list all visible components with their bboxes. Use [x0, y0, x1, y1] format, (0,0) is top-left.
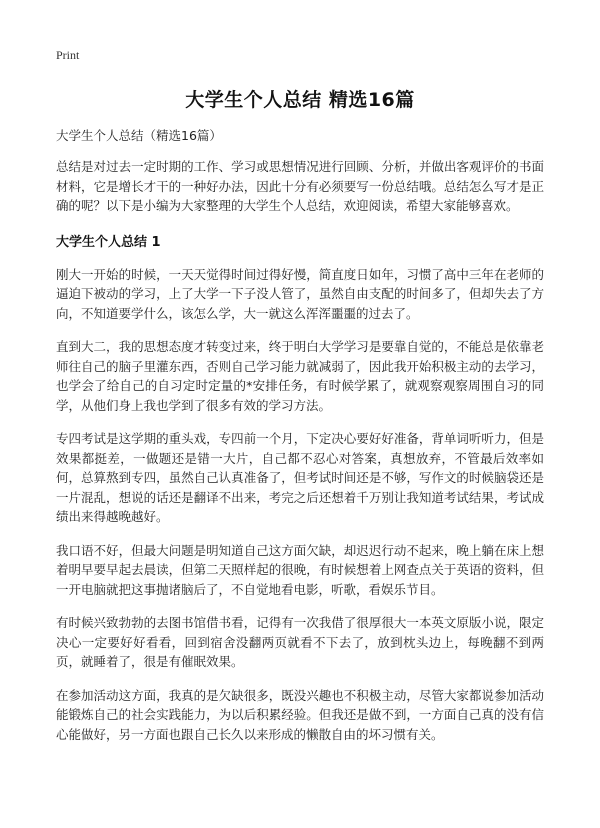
body-paragraph-4: 我口语不好，但最大问题是明知道自己这方面欠缺，却迟迟行动不起来，晚上躺在床上想着明早要早起去晨读，但第二天照样起的很晚，有时候想着上网查点关于英语的资料，但一开电脑就把这事抛诸脑后了，不自觉地看电影，听歌，看娱乐节目。 [56, 542, 544, 597]
section-heading: 大学生个人总结 1 [56, 234, 161, 250]
body-paragraph-3: 专四考试是这学期的重头戏，专四前一个月，下定决心要好好准备，背单词听听力，但是效果都挺差，一做题还是错一大片，自己都不忍心对答案，真想放弃，不管最后效率如何，总算熬到专四，虽然自己认真准备了，但考试时间还是不够，写作文的时候脑袋还是一片混乱，想说的话还是翻译不出来，考完之后还想着千万别让我知道考试结果，考试成绩出来得越晚越好。 [56, 431, 544, 524]
document-title: 大学生个人总结 精选16篇 [185, 89, 415, 111]
print-link[interactable]: Print [56, 48, 80, 62]
document-subtitle: 大学生个人总结（精选16篇） [56, 128, 222, 143]
intro-paragraph: 总结是对过去一定时期的工作、学习或思想情况进行回顾、分析，并做出客观评价的书面材料，它是增长才干的一种好办法，因此十分有必须要写一份总结哦。总结怎么写才是正确的呢？以下是小编为大家整理的大学生个人总结，欢迎阅读，希望大家能够喜欢。 [56, 159, 544, 213]
body-paragraph-1: 刚大一开始的时候，一天天觉得时间过得好慢，简直度日如年，习惯了高中三年在老师的逼迫下被动的学习，上了大学一下子没人管了，虽然自由支配的时间多了，但却失去了方向，不知道要学什么，该怎么学，大一就这么浑浑噩噩的过去了。 [56, 266, 544, 321]
body-paragraph-6: 在参加活动这方面，我真的是欠缺很多，既没兴趣也不积极主动，尽管大家都说参加活动能锻炼自己的社会实践能力，为以后积累经验。但我还是做不到，一方面自己真的没有信心能做好，另一方面也跟自己长久以来形成的懒散自由的坏习惯有关。 [56, 687, 544, 742]
body-paragraph-2: 直到大二，我的思想态度才转变过来，终于明白大学学习是要靠自觉的，不能总是依靠老师往自己的脑子里灌东西，否则自己学习能力就减弱了，因此我开始积极主动的去学习，也学会了给自己的自习定时定量的*安排任务，有时候学累了，就观察观察周围自习的同学，从他们身上我也学到了很多有效的学习方法。 [56, 339, 544, 413]
body-paragraph-5: 有时候兴致勃勃的去图书馆借书看，记得有一次我借了很厚很大一本英文原版小说，限定决心一定要好好看看，回到宿舍没翻两页就看不下去了，放到枕头边上，每晚翻不到两页，就睡着了，很是有催眠效果。 [56, 615, 544, 669]
